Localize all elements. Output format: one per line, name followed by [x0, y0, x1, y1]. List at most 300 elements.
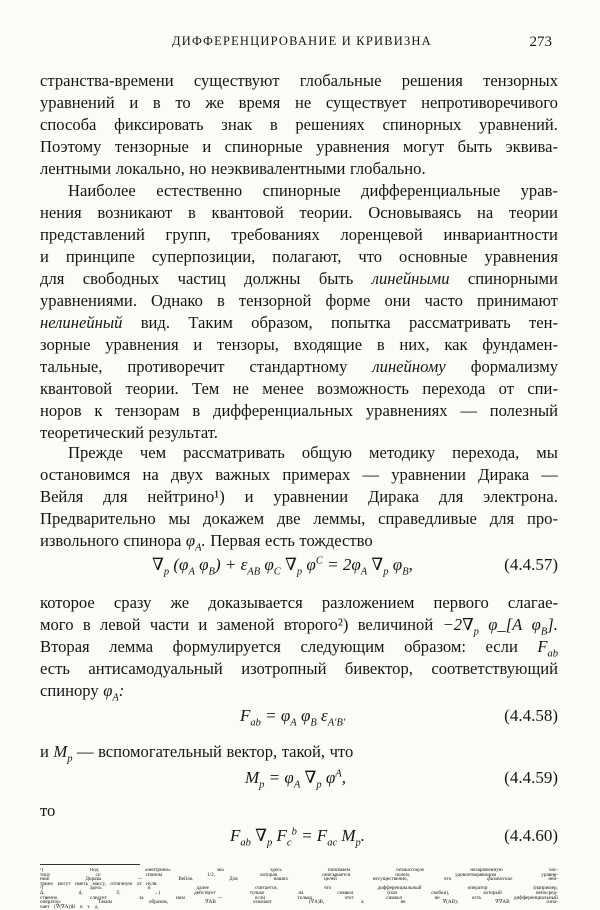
word: перехода [422, 379, 486, 398]
word: которое [40, 593, 95, 612]
word: рассматривать [183, 443, 285, 462]
word: могут [57, 880, 71, 887]
word: ственно [40, 894, 58, 901]
word: Предварительно [40, 509, 156, 528]
word: к [94, 401, 103, 420]
word: ²) [40, 885, 44, 892]
word: теоретический [40, 423, 145, 442]
word: бивектор, [344, 659, 413, 678]
word: доказывается [208, 593, 303, 612]
word: и [129, 93, 139, 112]
word: групп, [165, 225, 211, 244]
text-line [40, 636, 558, 658]
word: Вторая [40, 637, 90, 656]
word: тензорам [115, 401, 180, 420]
word: уравнений. [479, 115, 558, 134]
text-line [40, 486, 558, 508]
word: здесь [269, 868, 282, 873]
word: ∇AB [205, 899, 216, 906]
footnote-rule [40, 864, 140, 865]
page-number: 273 [529, 34, 552, 50]
word: нейтрино¹) [147, 487, 225, 506]
word: быть [457, 137, 493, 156]
word: входящие [293, 335, 363, 354]
word: только [297, 894, 313, 901]
word: образом, [148, 899, 169, 906]
word: полем, [395, 871, 411, 878]
word: час- [548, 868, 558, 873]
word: изотропный [241, 659, 327, 678]
equation-expression: $\nabla_p$ ($\varphi_A$ $\varphi_B) + \varepsilon_{AB}$ $\varphi_C$ $\nabla_p$ $\varphi^C = 2\varphi_A$ $\nabla_p$ $\varphi_B$, [152, 555, 413, 578]
word: уравнения [484, 247, 558, 266]
word: уравнениях [365, 401, 448, 420]
word: иметь [74, 880, 88, 887]
word: Таким [188, 313, 233, 332]
word: Дирака [478, 465, 530, 484]
word: противоречит [127, 357, 225, 376]
word: чем [139, 443, 167, 462]
word: символ [337, 889, 354, 896]
word: слагае- [507, 593, 558, 612]
word: в [376, 335, 385, 354]
equation-expression: $F_{ab}$ $\nabla_p$ $F_c^b = F_{ac}$ $M_p$. [230, 826, 366, 849]
word: то [40, 801, 56, 820]
word: представлений [40, 225, 145, 244]
word: то [175, 93, 191, 112]
word: глобальные [299, 71, 382, 90]
word: что [329, 742, 354, 761]
word: уравнениями. [40, 291, 137, 310]
text-line [40, 158, 558, 180]
word: и [244, 487, 254, 506]
text-line [40, 508, 558, 530]
word: не [232, 379, 249, 398]
text-line [40, 741, 558, 763]
word: следует [89, 894, 107, 901]
word: непосред- [535, 889, 558, 896]
word: оператор. [40, 899, 62, 906]
word: суперпозиции, [151, 247, 256, 266]
word: и [202, 137, 212, 156]
word: лемма [109, 637, 154, 656]
word: перехода, [452, 443, 520, 462]
connecting-text [40, 741, 558, 763]
word: извольного [40, 531, 119, 550]
footnotes-hidden [40, 868, 558, 910]
word: в [269, 115, 278, 134]
word: нуля. [146, 880, 158, 887]
word: понимаем [327, 868, 350, 873]
word: естественно [156, 181, 243, 200]
word: наших [273, 876, 289, 883]
word: за [139, 894, 144, 901]
word: символ [386, 894, 403, 901]
word: безмассовую [396, 868, 425, 873]
word: лоренцевой [340, 225, 423, 244]
word: и [198, 615, 208, 634]
word: спином [145, 871, 162, 878]
word: не [400, 899, 406, 906]
word: рассматривать [408, 313, 511, 332]
paragraph-1 [40, 70, 558, 180]
word: Вейля [40, 487, 84, 506]
word: ∂, [116, 889, 121, 896]
word: существуют [193, 71, 280, 90]
word: $-2\nabla_p$ [442, 615, 479, 638]
word: же [205, 93, 225, 112]
text-line [40, 290, 558, 312]
word: этот [344, 894, 354, 901]
word: важных [215, 465, 271, 484]
word: двух [170, 465, 204, 484]
text-line [40, 442, 558, 464]
word: тальные, [40, 357, 103, 376]
word: спи- [527, 379, 558, 398]
text-line [40, 312, 558, 334]
word: методику [369, 443, 436, 462]
equation-number: (4.4.58) [504, 706, 558, 725]
word: массу, [92, 880, 106, 887]
word: и [147, 885, 151, 892]
equation-4-4-58 [40, 706, 558, 736]
word: основные [399, 247, 468, 266]
word: есть [264, 531, 295, 550]
word: возникают [97, 203, 173, 222]
word: ...) [154, 889, 161, 896]
word: первого [433, 593, 489, 612]
word: Наиболее [68, 181, 136, 200]
word: не [294, 93, 312, 112]
word: линейному [372, 357, 446, 376]
word: же [170, 593, 190, 612]
word: должны [244, 269, 301, 288]
word: если [485, 637, 518, 656]
word: в [216, 291, 225, 310]
word: левой [100, 615, 141, 634]
word: формализму [470, 357, 558, 376]
word: и [40, 247, 49, 266]
word: тензорные [114, 137, 189, 156]
word: от [498, 379, 514, 398]
word: неэквивалентными [210, 159, 346, 178]
word: уравнений [40, 93, 115, 112]
word: и [193, 335, 203, 354]
word: общую [301, 443, 353, 462]
word: вектор, [226, 742, 278, 761]
word: Прежде [68, 443, 123, 462]
text-line [40, 592, 558, 614]
word: но [189, 159, 207, 178]
word: что [323, 885, 332, 892]
word: Здесь [89, 885, 102, 892]
word: части [149, 615, 190, 634]
word: для [40, 269, 65, 288]
word: уравне- [541, 871, 558, 878]
word: 1/2, [207, 871, 216, 878]
word: что [358, 247, 383, 266]
paragraph-2 [40, 180, 558, 444]
word: менее [262, 379, 304, 398]
word: Однако [150, 291, 203, 310]
word: образом, [251, 313, 313, 332]
text-line [40, 464, 558, 486]
word: непротиворечивого [421, 93, 558, 112]
equation-number: (4.4.57) [504, 555, 558, 574]
word: свободных [82, 269, 160, 288]
word: тождество [299, 531, 373, 550]
word: ∇∇AB [495, 899, 510, 906]
word: физические [487, 876, 513, 883]
word: требованиях [231, 225, 320, 244]
word: стандартному [249, 357, 348, 376]
word: норов [40, 401, 82, 420]
word: д. [94, 903, 99, 910]
word: Для [229, 876, 238, 883]
word: возможность [317, 379, 409, 398]
word: ней- [548, 876, 558, 883]
word: вид. [140, 313, 171, 332]
word: трино [40, 880, 54, 887]
word: спинорные [262, 181, 341, 200]
word: описывается [322, 871, 351, 878]
word: могут [403, 137, 445, 156]
word: Δ, [40, 889, 45, 896]
paragraph-3 [40, 442, 558, 552]
word: зорные [40, 335, 91, 354]
word: $F_{ab}$ [537, 637, 558, 660]
word: принимают [476, 291, 558, 310]
word: электрона. [483, 487, 558, 506]
word: оператор [467, 885, 488, 892]
word: частиц [177, 269, 226, 288]
text-line [40, 92, 558, 114]
running-title: ДИФФЕРЕНЦИРОВАНИЕ И КРИВИЗНА [172, 34, 432, 48]
text-line [40, 658, 558, 680]
word: озна- [546, 899, 558, 906]
word: Таким [98, 899, 112, 906]
word: Под [89, 868, 99, 873]
word: — [76, 742, 94, 761]
word: (или [387, 889, 398, 896]
word: и [79, 903, 83, 910]
word: действует [194, 889, 216, 896]
word: $\varphi_A$: [103, 681, 125, 704]
word: мы [536, 443, 558, 462]
word: считается, [254, 885, 278, 892]
word: спинорные [224, 137, 303, 156]
word: уравнения [316, 137, 390, 156]
word: ¹) [40, 868, 44, 873]
word: Поэтому [40, 137, 102, 156]
equation-number: (4.4.59) [504, 768, 558, 787]
footnote-line [40, 905, 558, 910]
running-header [0, 34, 600, 54]
word: них, [399, 335, 430, 354]
word: для [489, 509, 515, 528]
word: мы [216, 868, 224, 873]
word: (например, [533, 885, 558, 892]
word: теории. [125, 379, 179, 398]
equation-4-4-60 [40, 826, 558, 856]
word: (∇A)B, [308, 899, 325, 906]
word: Вейля. [178, 876, 194, 883]
word: нелинейный [40, 313, 123, 332]
word: лентными [40, 159, 112, 178]
word: скобки), [431, 889, 450, 896]
word: что [443, 876, 452, 883]
word: образом: [404, 637, 467, 656]
word: уравнении [273, 487, 349, 506]
word: способа [40, 115, 97, 134]
word: фундамен- [482, 335, 558, 354]
word: Дирака [85, 876, 102, 883]
word: тензоры, [217, 335, 279, 354]
word: далее [196, 885, 209, 892]
word: для [438, 487, 464, 506]
word: примерах [282, 465, 351, 484]
word: ∇(AB); [442, 899, 459, 906]
word: — [362, 465, 380, 484]
word: существует [325, 93, 407, 112]
word: теории. [299, 203, 353, 222]
word: — [460, 401, 477, 420]
paragraph-4 [40, 592, 558, 702]
word: ним [176, 894, 185, 901]
word: φ_[A [488, 615, 523, 634]
word: для [103, 487, 128, 506]
word: на [298, 889, 304, 896]
word: тензорной [238, 291, 312, 310]
text-line [40, 224, 558, 246]
word: спинора [123, 531, 182, 550]
word: две [276, 509, 301, 528]
word: знак [221, 115, 253, 134]
word: дифференциальных [213, 401, 354, 420]
word: незаряженную [470, 868, 503, 873]
word: полагают, [272, 247, 342, 266]
word: дифференциальные [361, 181, 501, 200]
word: несущественно, [372, 876, 408, 883]
word: который [483, 889, 502, 896]
word: — [137, 876, 143, 883]
text-line [40, 800, 558, 822]
word: глобально. [349, 159, 426, 178]
word: нения [40, 203, 82, 222]
word: они [384, 291, 411, 310]
text-line [40, 356, 558, 378]
text-line [40, 136, 558, 158]
text-line [40, 378, 558, 400]
word: формулируется [172, 637, 281, 656]
word: $M_p$ [53, 742, 73, 765]
word: есть [40, 659, 70, 678]
word: решениях [295, 115, 365, 134]
word: в [152, 93, 161, 112]
text-line [40, 614, 558, 636]
text-line [40, 268, 558, 290]
word: чает [40, 903, 50, 910]
word: квантовой [211, 203, 284, 222]
word: «нейтрино» [144, 868, 171, 873]
text-line [40, 334, 558, 356]
word: справедливые [378, 509, 477, 528]
word: со [95, 871, 101, 878]
word: сразу [113, 593, 152, 612]
word: Первая [210, 531, 261, 550]
word: означает [252, 899, 272, 906]
word: удовлетворяющим [455, 871, 497, 878]
word: в [192, 401, 201, 420]
word: докажем [203, 509, 265, 528]
word: есть [472, 894, 482, 901]
text-line [40, 680, 558, 702]
word: т. [87, 903, 91, 910]
word: от [136, 880, 142, 887]
word: величиной [357, 615, 434, 634]
word: — [541, 465, 558, 484]
word: странства-времени [40, 71, 174, 90]
connecting-text [40, 800, 558, 822]
equation-number: (4.4.60) [504, 826, 558, 845]
word: только [249, 889, 265, 896]
word: полезный [489, 401, 558, 420]
word: Тем [191, 379, 220, 398]
word: спинору [40, 681, 99, 700]
word: уравнения [105, 335, 179, 354]
word: которая [260, 871, 278, 878]
word: соответствующий [431, 659, 558, 678]
word: дифференциальный [377, 885, 422, 892]
word: спинорных [382, 115, 462, 134]
word: нию [40, 876, 50, 883]
word: и [40, 742, 49, 761]
word: мы [168, 509, 191, 528]
word: не [434, 894, 440, 901]
word: леммы, [313, 509, 366, 528]
text-line [40, 530, 558, 552]
word: решения [401, 71, 463, 90]
word: принципе [65, 247, 135, 266]
text-line [40, 202, 558, 224]
word: часто [424, 291, 463, 310]
text-line [40, 246, 558, 268]
word: урав- [520, 181, 558, 200]
word: тицу [40, 871, 51, 878]
word: разложением [321, 593, 415, 612]
word: быть [318, 269, 354, 288]
word: Основываясь [368, 203, 462, 222]
equation-expression: $M_p = \varphi_A$ $\nabla_p$ $\varphi^A$, [245, 768, 346, 791]
word: на [477, 203, 494, 222]
text-line [40, 180, 558, 202]
word: второго²) [283, 615, 349, 634]
word: $\varphi_A$. [185, 531, 206, 554]
word: инвариантности [443, 225, 558, 244]
word: форме [325, 291, 371, 310]
text-line [40, 422, 558, 444]
word: d, [78, 889, 83, 896]
equation-4-4-59 [40, 768, 558, 798]
word: спинорными [467, 269, 558, 288]
word: попытка [330, 313, 391, 332]
word: эквива- [505, 137, 558, 156]
word: время [238, 93, 281, 112]
word: линейными [371, 269, 450, 288]
text-line [40, 114, 558, 136]
word: фиксировать [114, 115, 204, 134]
word: такой, [281, 742, 326, 761]
text-line [40, 70, 558, 92]
